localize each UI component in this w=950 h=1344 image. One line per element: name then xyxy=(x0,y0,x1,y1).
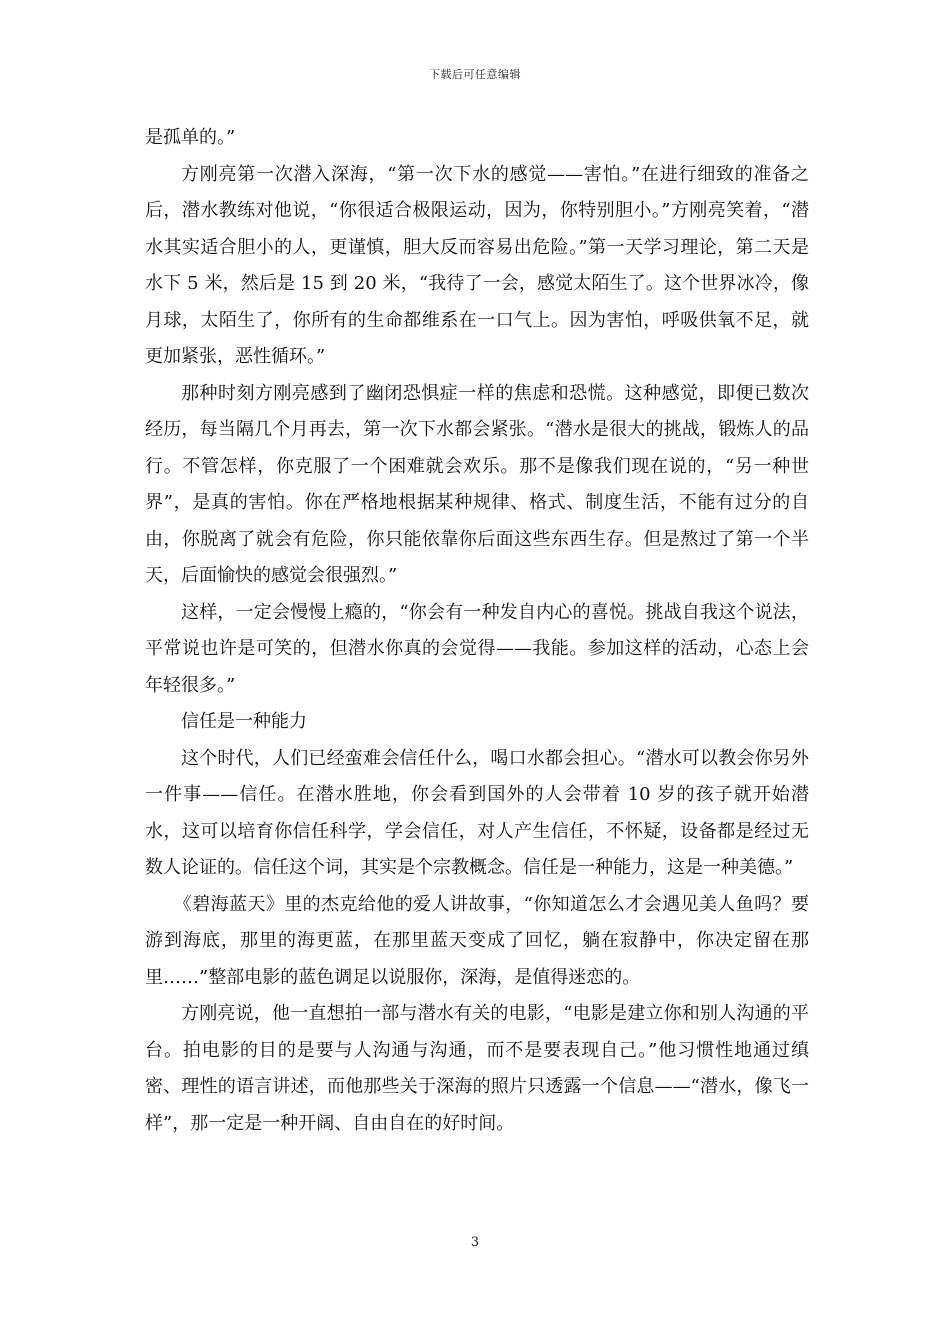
paragraph-6: 《碧海蓝天》里的杰克给他的爱人讲故事，“你知道怎么才会遇见美人鱼吗？要游到海底，那里的海更蓝，在那里蓝天变成了回忆，躺在寂静中，你决定留在那里……”整部电影的蓝色调足以说服你，深海，是值得迷恋的。 xyxy=(145,893,809,988)
paragraph-2: 方刚亮第一次潜入深海，“第一次下水的感觉——害怕。”在进行细致的准备之后，潜水教练对他说，“你很适合极限运动，因为，你特别胆小。”方刚亮笑着，“潜水其实适合胆小的人，更谨慎，胆大反而容易出危险。”第一天学习理论，第二天是水下 5 米，然后是 15 到 20 米，“我待了一会，感觉太陌生了。这个世界冰冷，像月球，太陌生了，你所有的生命都维系在一口气上。因为害怕，呼吸供氧不足，就更加紧张，恶性循环。” xyxy=(145,163,809,367)
paragraph-5: 这个时代，人们已经蛮难会信任什么，喝口水都会担心。“潜水可以教会你另外一件事——信任。在潜水胜地，你会看到国外的人会带着 10 岁的孩子就开始潜水，这可以培育你信任科学，学会信任，对人产生信任，不怀疑，设备都是经过无数人论证的。信任这个词，其实是个宗教概念。信任是一种能力，这是一种美德。” xyxy=(145,747,809,878)
page-number: 3 xyxy=(470,1235,480,1250)
paragraph-1: 是孤单的。” xyxy=(145,127,236,148)
section-heading: 信任是一种能力 xyxy=(181,711,307,732)
paragraph-7: 方刚亮说，他一直想拍一部与潜水有关的电影，“电影是建立你和别人沟通的平台。拍电影的目的是要与人沟通与沟通，而不是要表现自己。”他习惯性地通过缜密、理性的语言讲述，而他那些关于深海的照片只透露一个信息——“潜水，像飞一样”，那一定是一种开阔、自由自在的好时间。 xyxy=(145,1003,809,1134)
paragraph-3: 那种时刻方刚亮感到了幽闭恐惧症一样的焦虑和恐慌。这种感觉，即便已数次经历，每当隔几个月再去，第一次下水都会紧张。“潜水是很大的挑战，锻炼人的品行。不管怎样，你克服了一个困难就会欢乐。那不是像我们现在说的，“另一种世界”，是真的害怕。你在严格地根据某种规律、格式、制度生活，不能有过分的自由，你脱离了就会有危险，你只能依靠你后面这些东西生存。但是熬过了第一个半天，后面愉快的感觉会很强烈。” xyxy=(145,382,809,586)
paragraph-4: 这样，一定会慢慢上瘾的，“你会有一种发自内心的喜悦。挑战自我这个说法，平常说也许是可笑的，但潜水你真的会觉得——我能。参加这样的活动，心态上会年轻很多。” xyxy=(145,601,809,696)
page-header: 下载后可任意编辑 xyxy=(429,68,521,81)
body-text xyxy=(145,120,809,1142)
